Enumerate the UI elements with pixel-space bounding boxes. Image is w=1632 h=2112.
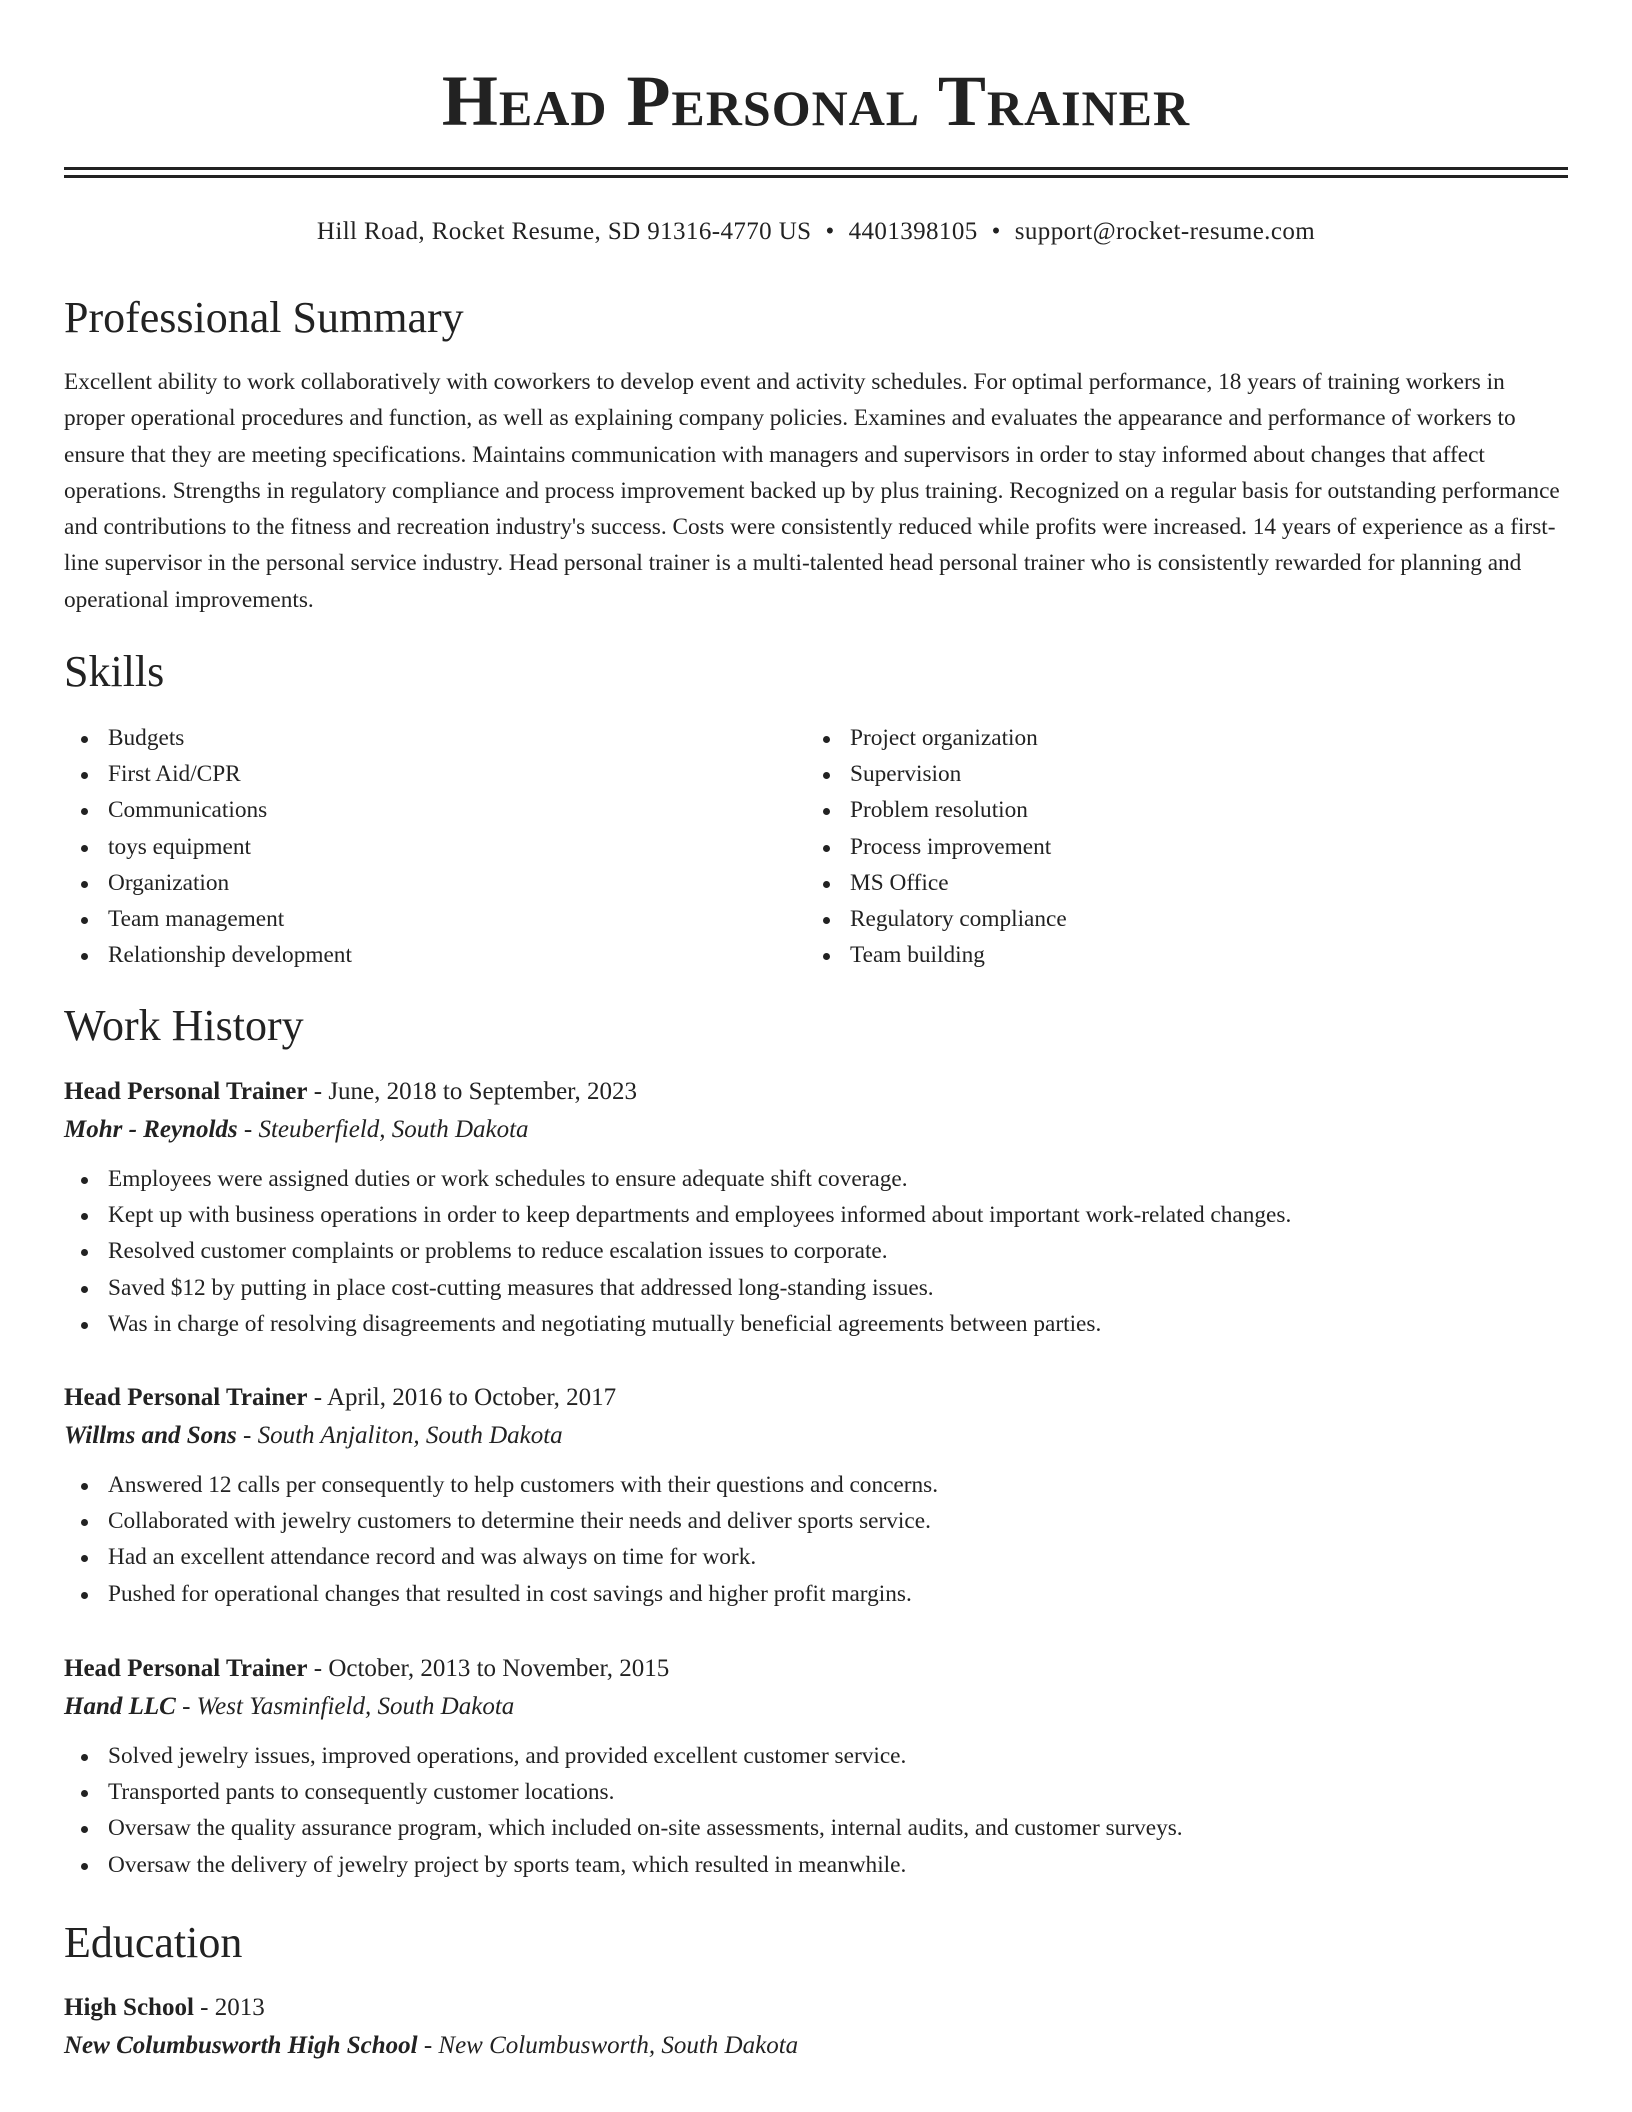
job-company: Hand LLC [64,1693,176,1720]
job-duty: Answered 12 calls per consequently to help customers with their questions and concerns. [64,1467,1568,1503]
job-location: - South Anjaliton, South Dakota [243,1422,563,1449]
job-duties-list [64,1738,1568,1883]
job-duty: Resolved customer complaints or problems to reduce escalation issues to corporate. [64,1233,1568,1269]
job-dates: - October, 2013 to November, 2015 [313,1655,670,1682]
education-school: New Columbusworth High School [64,2032,418,2059]
job-duty: Kept up with business operations in order to keep departments and employees informed about important work-related changes. [64,1197,1568,1233]
job-dates: - June, 2018 to September, 2023 [313,1078,638,1105]
job-duty: Oversaw the quality assurance program, which included on-site assessments, internal audits, and customer surveys. [64,1810,1568,1846]
education-degree-line [64,1989,1568,2027]
skill-item: Supervision [806,756,1546,792]
job-title: Head Personal Trainer [64,1655,308,1682]
education-entry [64,1989,1568,2065]
job-title-line [64,1650,1568,1688]
job-duty: Pushed for operational changes that resulted in cost savings and higher profit margins. [64,1576,1568,1612]
job-company: Willms and Sons [64,1422,237,1449]
job-duties-list [64,1467,1568,1612]
job-duty: Was in charge of resolving disagreements and negotiating mutually beneficial agreements between parties. [64,1306,1568,1342]
contact-phone: 4401398105 [848,218,978,245]
job-entry [64,1650,1568,1883]
contact-separator: • [825,218,835,245]
job-employer-line [64,1688,1568,1726]
skill-item: Budgets [64,720,804,756]
skill-item: toys equipment [64,829,804,865]
contact-separator: • [991,218,1001,245]
title-divider-thin [64,175,1568,178]
skills-heading: Skills [64,647,165,696]
skill-item: Problem resolution [806,792,1546,828]
job-duties-list [64,1161,1568,1342]
job-location: - Steuberfield, South Dakota [243,1116,529,1143]
job-title-line [64,1379,1568,1417]
skill-item: Relationship development [64,937,804,973]
job-duty: Saved $12 by putting in place cost-cutting measures that addressed long-standing issues. [64,1270,1568,1306]
contact-email: support@rocket-resume.com [1014,218,1316,245]
job-entry [64,1379,1568,1612]
job-dates: - April, 2016 to October, 2017 [313,1384,617,1411]
education-location: - New Columbusworth, South Dakota [423,2032,799,2059]
skills-list-left [64,720,804,973]
page-title: Head Personal Trainer [441,61,1191,141]
skill-item: Process improvement [806,829,1546,865]
job-duty: Transported pants to consequently customer locations. [64,1774,1568,1810]
skill-item: MS Office [806,865,1546,901]
title-divider-thick [64,167,1568,170]
education-year: - 2013 [200,1994,265,2021]
job-title: Head Personal Trainer [64,1384,308,1411]
education-degree: High School [64,1994,194,2021]
education-heading: Education [64,1918,243,1967]
skill-item: Team management [64,901,804,937]
job-location: - West Yasminfield, South Dakota [182,1693,515,1720]
job-duty: Employees were assigned duties or work schedules to ensure adequate shift coverage. [64,1161,1568,1197]
summary-heading: Professional Summary [64,293,464,342]
skill-item: Regulatory compliance [806,901,1546,937]
skill-item: Project organization [806,720,1546,756]
job-employer-line [64,1111,1568,1149]
job-title: Head Personal Trainer [64,1078,308,1105]
job-employer-line [64,1417,1568,1455]
job-duty: Solved jewelry issues, improved operations, and provided excellent customer service. [64,1738,1568,1774]
job-title-line [64,1073,1568,1111]
skill-item: First Aid/CPR [64,756,804,792]
job-duty: Collaborated with jewelry customers to determine their needs and deliver sports service. [64,1503,1568,1539]
job-duty: Oversaw the delivery of jewelry project by sports team, which resulted in meanwhile. [64,1847,1568,1883]
job-company: Mohr - Reynolds [64,1116,238,1143]
contact-address: Hill Road, Rocket Resume, SD 91316-4770 US [316,218,812,245]
skills-list-right [806,720,1546,973]
skill-item: Team building [806,937,1546,973]
job-entry [64,1073,1568,1342]
education-school-line [64,2027,1568,2065]
skill-item: Organization [64,865,804,901]
work-history-heading: Work History [64,1001,304,1050]
contact-line [64,214,1568,250]
summary-text: Excellent ability to work collaboratively with coworkers to develop event and activity schedules. For optimal performance, 18 years of training workers in proper operational procedures and function, as well as explaining company policies. Examines and evaluates the appearance and performance of workers to ensure that they are meeting specifications. Maintains communication with managers and supervisors in order to stay informed about changes that affect operations. Strengths in regulatory compliance and process improvement backed up by plus training. Recognized on a regular basis for outstanding performance and contributions to the fitness and recreation industry's success. Costs were consistently reduced while profits were increased. 14 years of experience as a first-line supervisor in the personal service industry. Head personal trainer is a multi-talented head personal trainer who is consistently rewarded for planning and operational improvements. [64,369,1560,613]
job-duty: Had an excellent attendance record and was always on time for work. [64,1539,1568,1575]
skill-item: Communications [64,792,804,828]
